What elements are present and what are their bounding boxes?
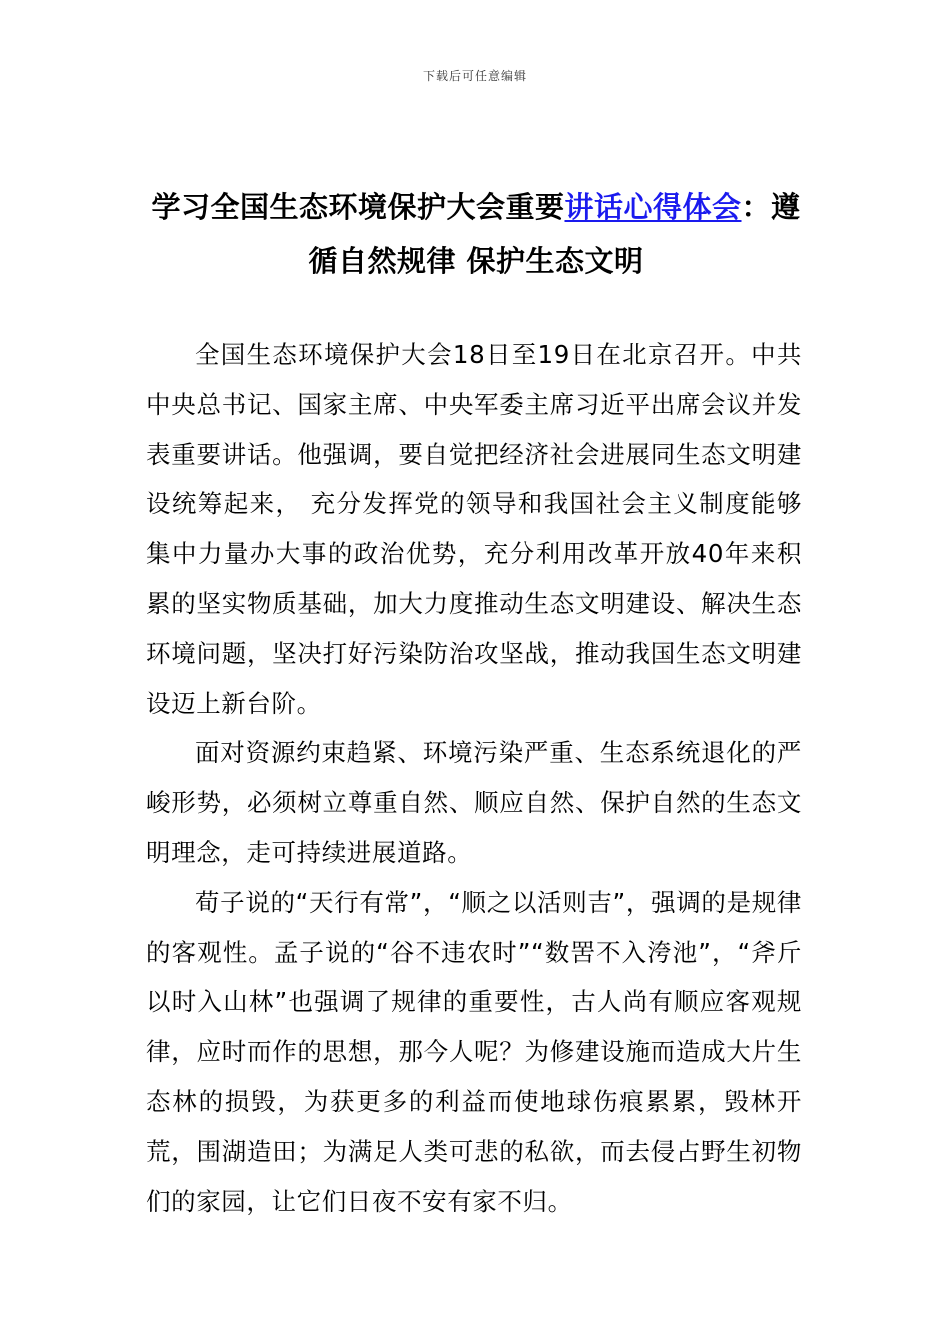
paragraph-3: 荀子说的“天行有常”，“顺之以活则吉”，强调的是规律的客观性。孟子说的“谷不违农时”“数罟不入洿池”，“斧斤以时入山林”也强调了规律的重要性，古人尚有顺应客观规律，应时而作的思想，那今人呢？为修建设施而造成大片生态林的损毁，为获更多的利益而使地球伤痕累累，毁林开荒，围湖造田；为满足人类可悲的私欲，而去侵占野生初物们的家园，让它们日夜不安有家不归。: [146, 887, 802, 1216]
title-link[interactable]: 讲话心得体会: [564, 190, 742, 224]
title-text-before-link: 学习全国生态环境保护大会重要: [151, 190, 565, 224]
header-note: 下载后可任意编辑: [422, 69, 527, 83]
paragraph-2: 面对资源约束趋紧、环境污染严重、生态系统退化的严峻形势，必须树立尊重自然、顺应自然、保护自然的生态文明理念，走可持续进展道路。: [146, 738, 802, 867]
document-body: [146, 330, 802, 1226]
title-text-after-link: ：遵循自然规律 保护生态文明: [308, 190, 801, 278]
paragraph-1: 全国生态环境保护大会18日至19日在北京召开。中共中央总书记、国家主席、中央军委主席习近平出席会议并发表重要讲话。他强调，要自觉把经济社会进展同生态文明建设统筹起来， 充分发挥党的领导和我国社会主义制度能够集中力量办大事的政治优势，充分利用改革开放40年来积累的坚实物质基础，加大力度推动生态文明建设、解决生态环境问题，坚决打好污染防治攻坚战，推动我国生态文明建设迈上新台阶。: [146, 340, 802, 718]
document-title: [140, 180, 812, 288]
